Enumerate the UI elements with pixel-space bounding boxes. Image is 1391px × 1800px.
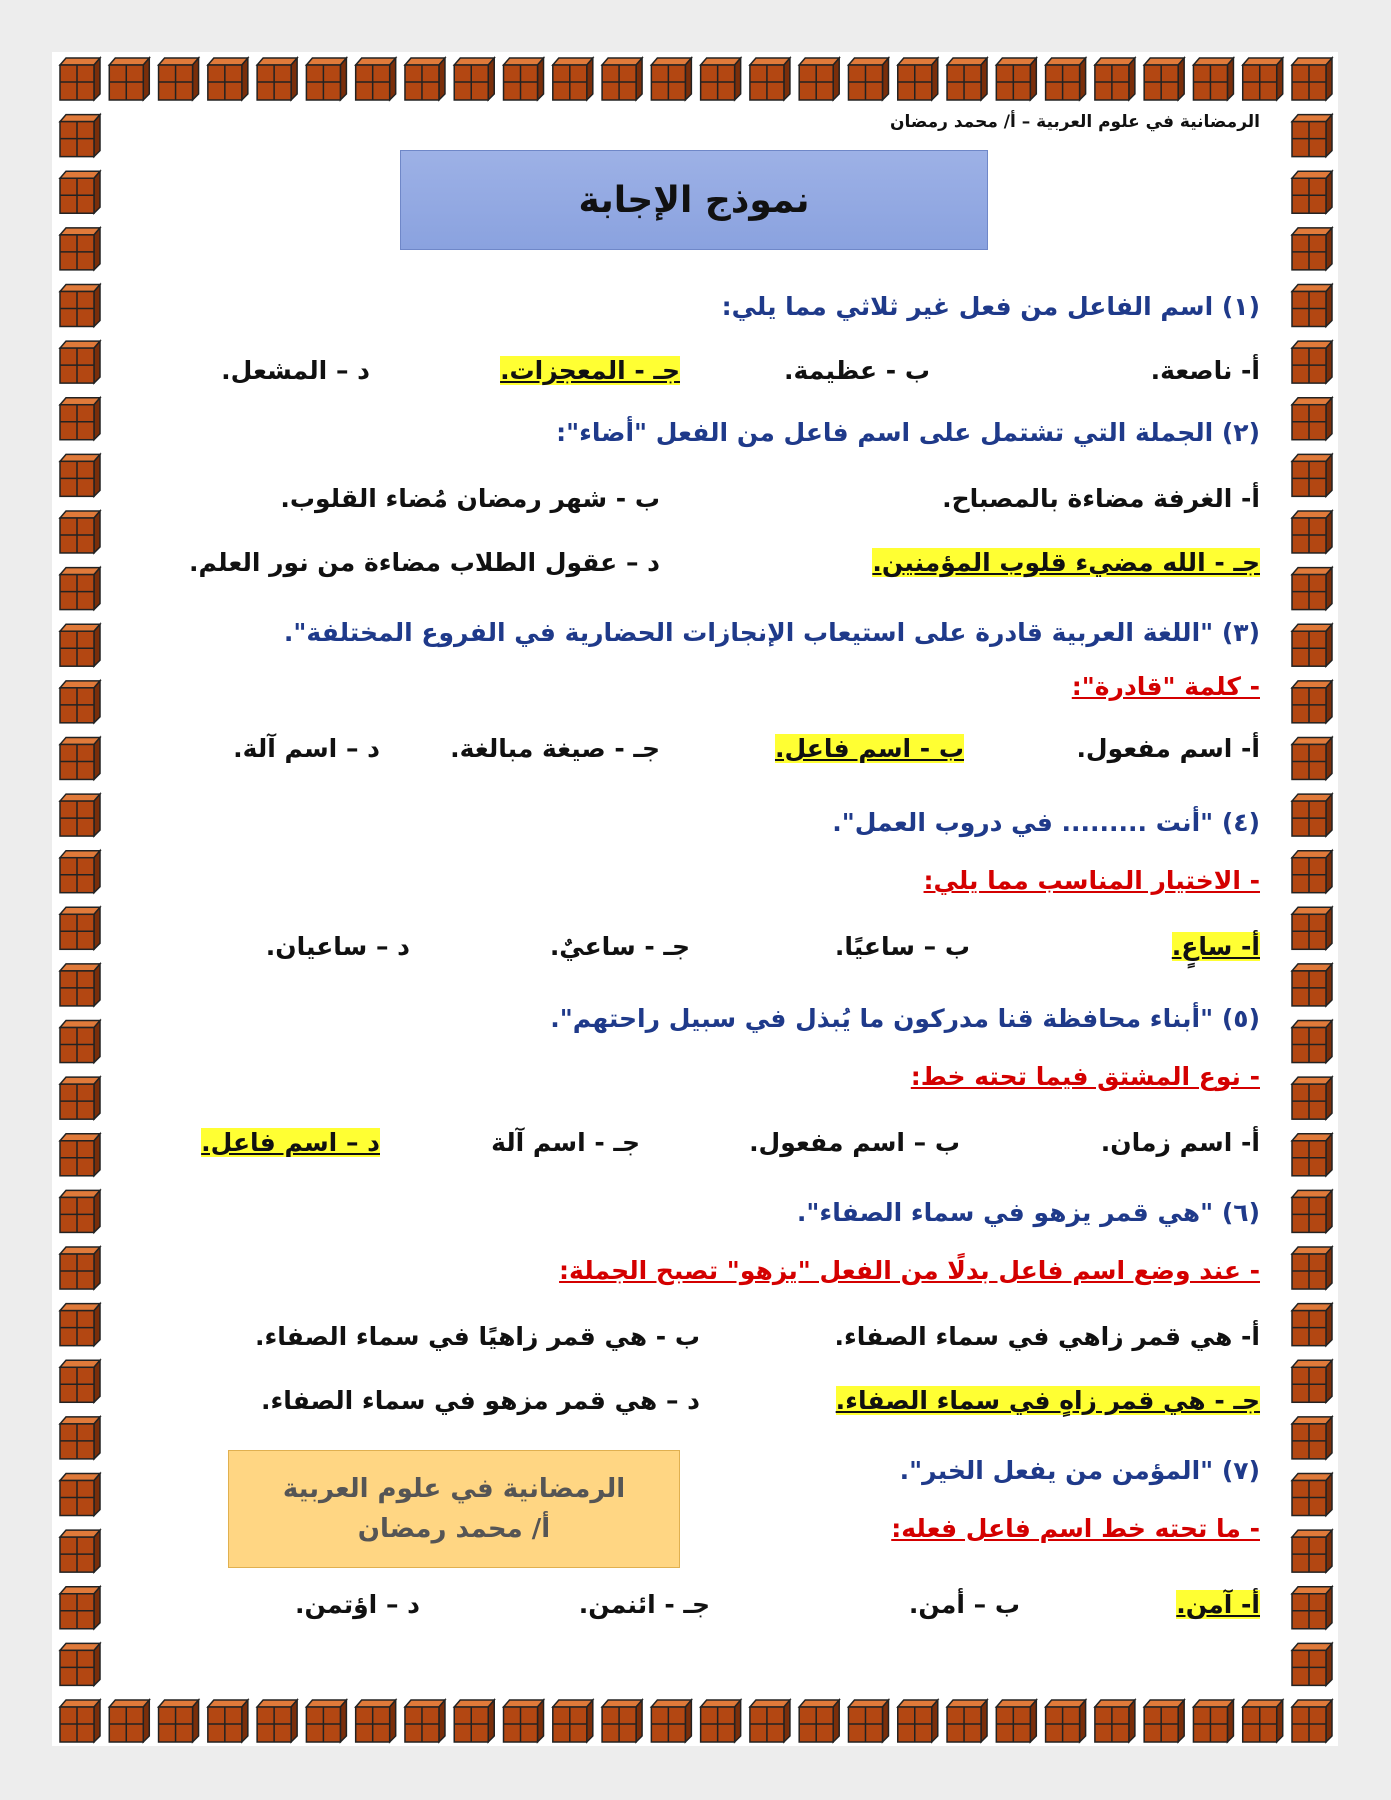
q5-instruction: - نوع المشتق فيما تحته خط: [910,1062,1260,1091]
q7-option-d: د – اؤتمن. [295,1590,420,1619]
question-7: (٧) "المؤمن من يفعل الخير". [899,1456,1260,1485]
header-line: الرمضانية في علوم العربية – أ/ محمد رمضان [889,112,1260,132]
worksheet [60,0,1260,1800]
q3-option-a: أ- اسم مفعول. [1076,734,1260,763]
q5-option-b: ب – اسم مفعول. [749,1128,960,1157]
q5-option-a: أ- اسم زمان. [1100,1128,1260,1157]
q1-option-c-answer: جـ - المعجزات. [500,356,680,385]
question-6: (٦) "هي قمر يزهو في سماء الصفاء". [796,1198,1260,1227]
question-3: (٣) "اللغة العربية قادرة على استيعاب الإنجازات الحضارية في الفروع المختلفة". [283,618,1260,647]
q7-option-a-answer: أ- آمن. [1176,1590,1260,1619]
q4-option-d: د – ساعيان. [265,932,410,961]
q2-option-c-answer: جـ - الله مضيء قلوب المؤمنين. [872,548,1260,577]
q6-option-c-answer: جـ - هي قمر زاهٍ في سماء الصفاء. [835,1386,1260,1415]
q6-option-d: د – هي قمر مزهو في سماء الصفاء. [260,1386,700,1415]
q2-option-a: أ- الغرفة مضاءة بالمصباح. [942,484,1260,513]
q5-option-c: جـ - اسم آلة [491,1128,640,1157]
q2-option-d: د – عقول الطلاب مضاءة من نور العلم. [189,548,660,577]
q4-instruction: - الاختيار المناسب مما يلي: [923,866,1260,895]
q2-option-b: ب - شهر رمضان مُضاء القلوب. [280,484,660,513]
question-2: (٢) الجملة التي تشتمل على اسم فاعل من الفعل "أضاء": [556,418,1260,447]
q6-option-b: ب - هي قمر زاهيًا في سماء الصفاء. [254,1322,700,1351]
q1-option-d: د – المشعل. [221,356,370,385]
author-stamp [228,1450,680,1568]
q3-option-c: جـ - صيغة مبالغة. [450,734,660,763]
q1-option-a: أ- ناصعة. [1150,356,1260,385]
q5-option-d-answer: د – اسم فاعل. [201,1128,380,1157]
q3-option-b-answer: ب - اسم فاعل. [774,734,964,763]
q4-option-c: جـ - ساعيٌ. [549,932,690,961]
q3-instruction: - كلمة "قادرة": [1071,672,1260,701]
q7-instruction: - ما تحته خط اسم فاعل فعله: [891,1514,1260,1543]
stamp-line-1: الرمضانية في علوم العربية [282,1474,626,1504]
stamp-line-2: أ/ محمد رمضان [357,1514,551,1544]
q4-option-a-answer: أ- ساعٍ. [1171,932,1260,961]
page-title: نموذج الإجابة [578,179,810,221]
q4-option-b: ب – ساعيًا. [834,932,970,961]
q6-option-a: أ- هي قمر زاهي في سماء الصفاء. [834,1322,1260,1351]
title-box [400,150,988,250]
q6-instruction: - عند وضع اسم فاعل بدلًا من الفعل "يزهو" تصبح الجملة: [559,1256,1260,1285]
question-1: (١) اسم الفاعل من فعل غير ثلاثي مما يلي: [721,292,1260,321]
question-5: (٥) "أبناء محافظة قنا مدركون ما يُبذل في سبيل راحتهم". [550,1004,1260,1033]
q3-option-d: د – اسم آلة. [233,734,380,763]
q7-option-c: جـ - ائنمن. [578,1590,710,1619]
q1-option-b: ب - عظيمة. [784,356,930,385]
q7-option-b: ب – أمن. [908,1590,1020,1619]
question-4: (٤) "أنت ......... في دروب العمل". [832,808,1260,837]
